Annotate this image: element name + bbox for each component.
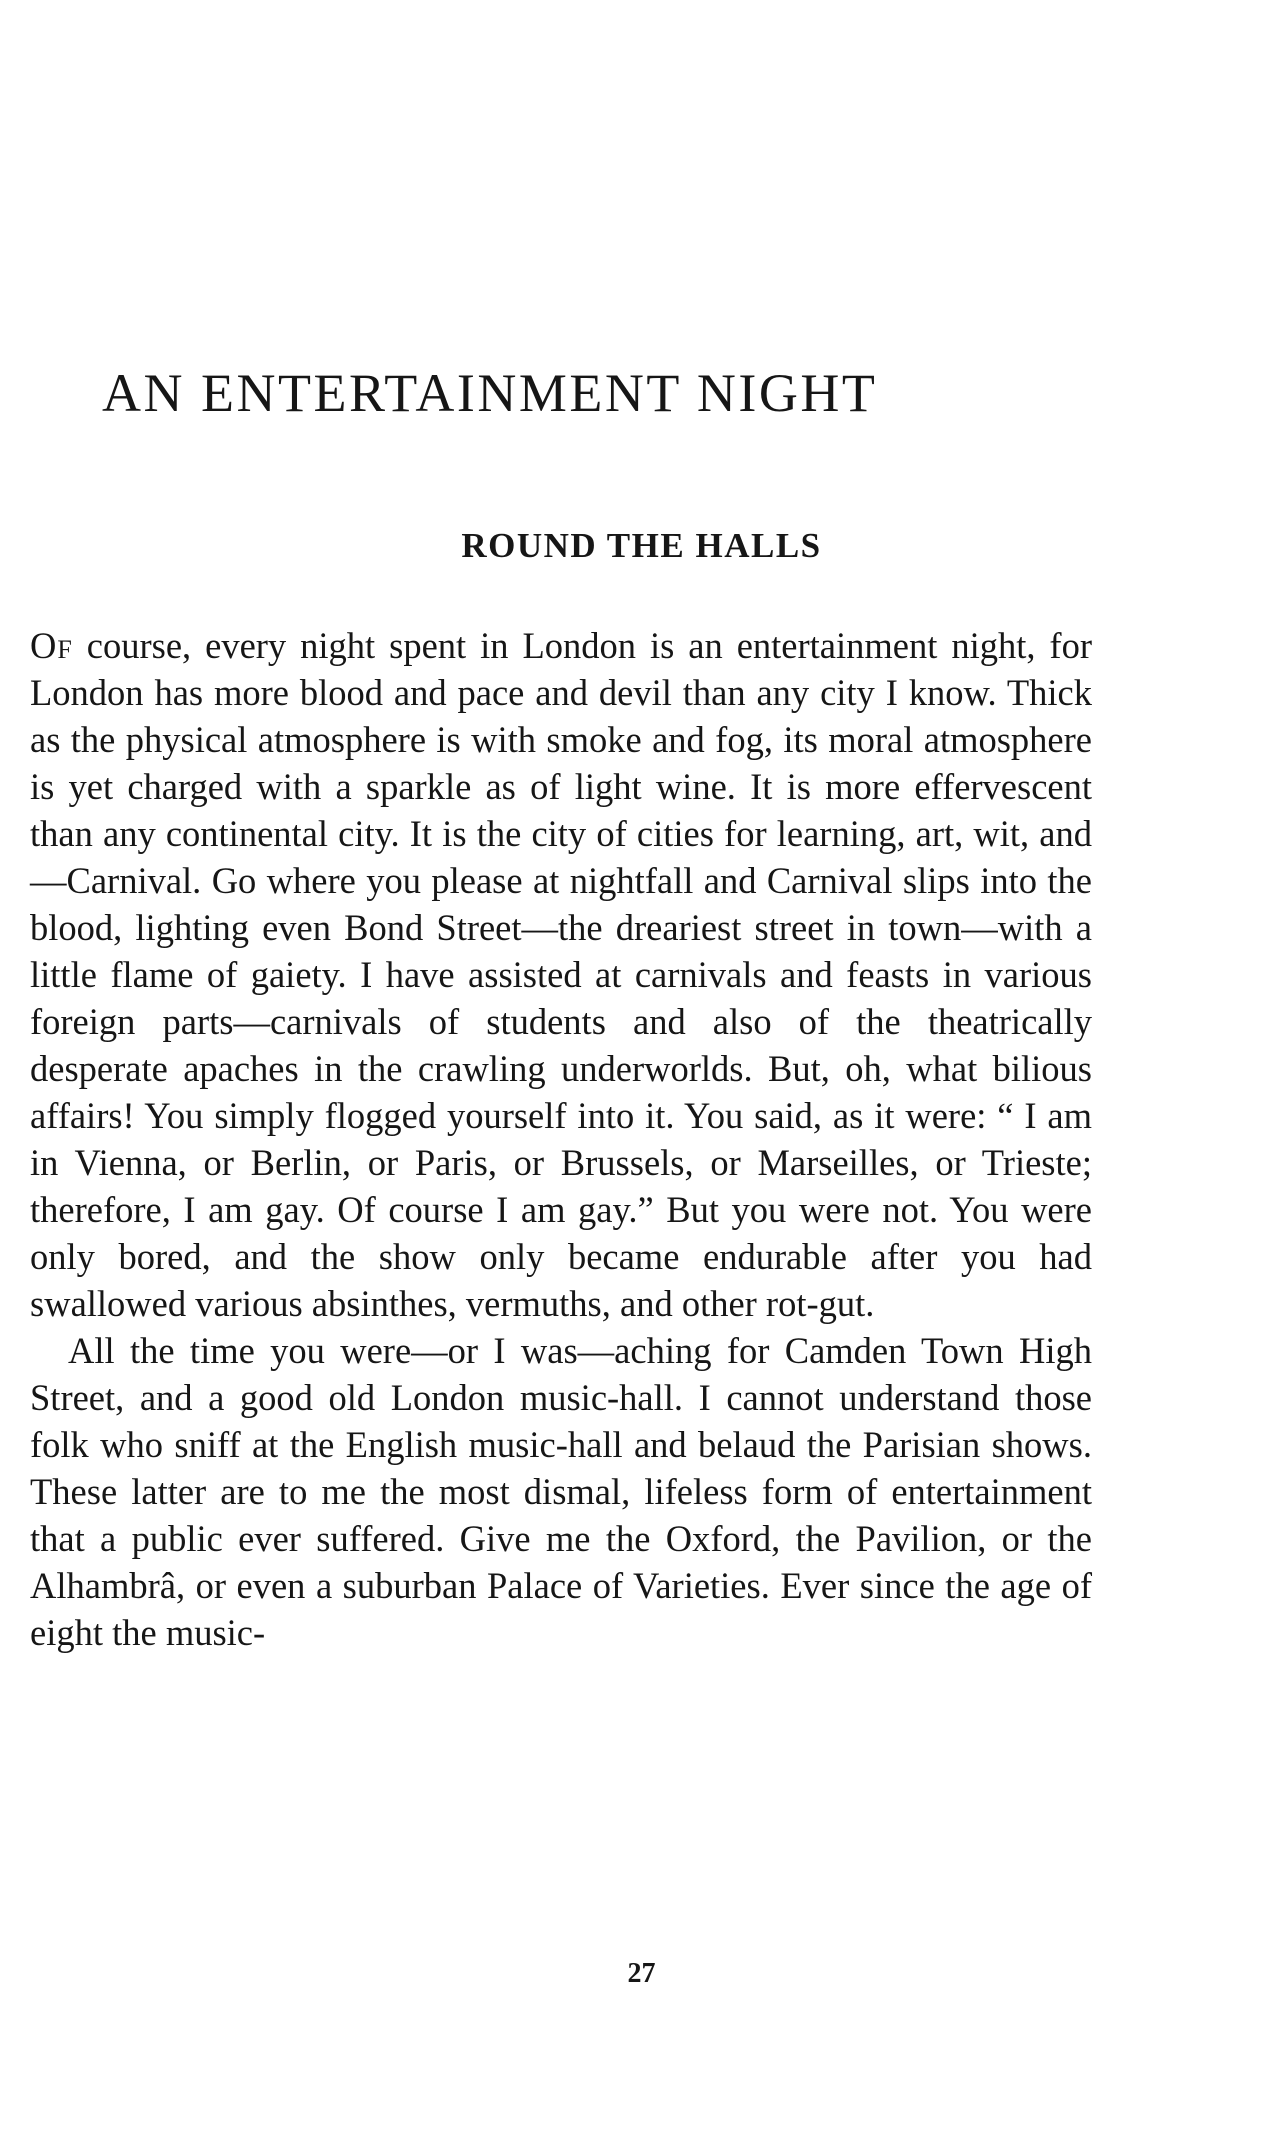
body-text <box>30 622 1092 1656</box>
chapter-title: AN ENTERTAINMENT NIGHT <box>102 363 878 423</box>
section-title: ROUND THE HALLS <box>461 526 822 565</box>
paragraph-1-lead: Of <box>30 625 73 666</box>
page-number: 27 <box>627 1958 656 1989</box>
paragraph-1-text: course, every night spent in London is an entertainment night, for London has more blood and pace and devil than any city I know. Thick as the physical atmosphere is with smoke and fog, its moral atmosphere is yet charged with a sparkle as of light wine. It is more effervescent than any continental city. It is the city of cities for learning, art, wit, and—Carnival. Go where you please at nightfall and Carnival slips into the blood, lighting even Bond Street—the dreariest street in town—with a little flame of gaiety. I have assisted at carnivals and feasts in various foreign parts—carnivals of students and also of the theatrically desperate apaches in the crawling underworlds. But, oh, what bilious affairs! You simply flogged yourself into it. You said, as it were: “ I am in Vienna, or Berlin, or Paris, or Brussels, or Marseilles, or Trieste; therefore, I am gay. Of course I am gay.” But you were not. You were only bored, and the show only became endurable after you had swallowed various absinthes, vermuths, and other rot-gut. <box>30 625 1092 1324</box>
paragraph-2: All the time you were—or I was—aching for Camden Town High Street, and a good old London music-hall. I cannot understand those folk who sniff at the English music-hall and belaud the Parisian shows. These latter are to me the most dismal, lifeless form of entertainment that a public ever suffered. Give me the Oxford, the Pavilion, or the Alhambrâ, or even a suburban Palace of Varieties. Ever since the age of eight the music- <box>30 1330 1092 1653</box>
paragraph-1 <box>30 622 1092 1327</box>
